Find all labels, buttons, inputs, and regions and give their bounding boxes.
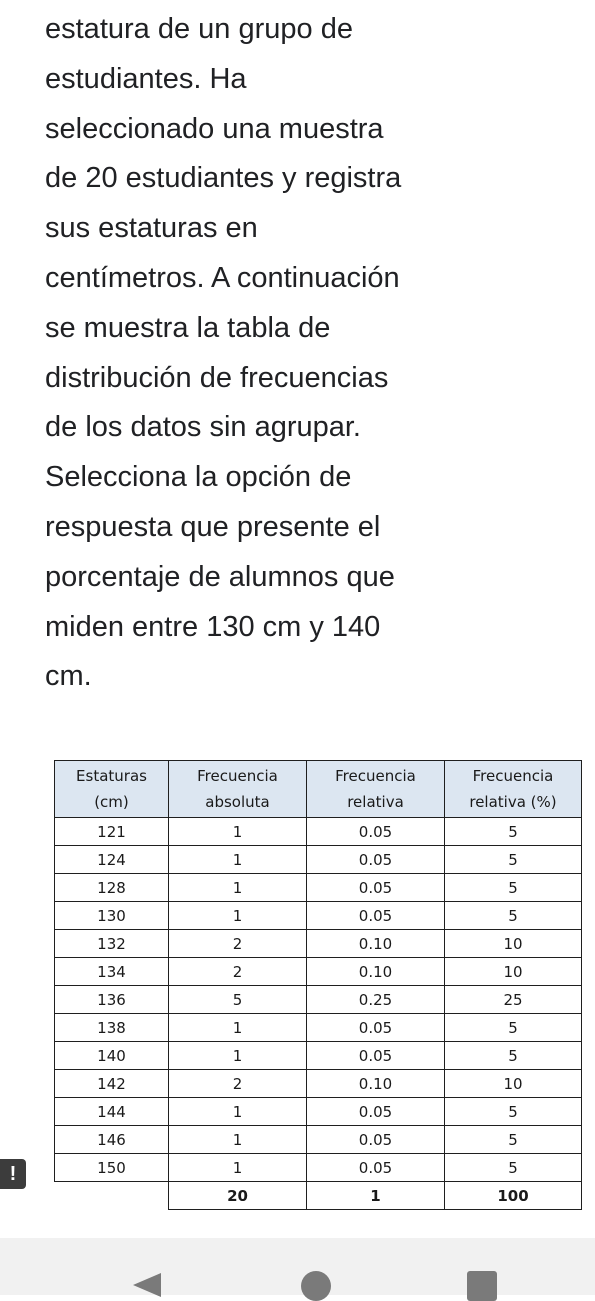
table-row [55, 958, 582, 986]
cell-abs: 2 [169, 958, 307, 986]
cell-rel: 0.05 [307, 1042, 445, 1070]
table-row [55, 818, 582, 846]
cell-pct: 25 [445, 986, 582, 1014]
cell-abs: 1 [169, 902, 307, 930]
table-row [55, 986, 582, 1014]
recents-icon[interactable] [467, 1271, 497, 1301]
cell-pct: 5 [445, 1042, 582, 1070]
table-row [55, 1098, 582, 1126]
cell-rel: 0.10 [307, 930, 445, 958]
question-line: porcentaje de alumnos que [45, 560, 395, 593]
cell-abs: 1 [169, 874, 307, 902]
cell-pct: 5 [445, 1014, 582, 1042]
question-line: estudiantes. Ha [45, 62, 247, 95]
frequency-table [54, 760, 582, 1210]
exclamation-icon[interactable]: ! [0, 1159, 26, 1189]
table-row [55, 902, 582, 930]
question-line: miden entre 130 cm y 140 [45, 610, 381, 643]
back-icon[interactable] [133, 1273, 161, 1297]
cell-pct: 5 [445, 818, 582, 846]
cell-pct: 10 [445, 958, 582, 986]
table-row [55, 1070, 582, 1098]
total-abs: 20 [169, 1182, 307, 1210]
cell-rel: 0.05 [307, 1014, 445, 1042]
cell-estatura: 140 [55, 1042, 169, 1070]
cell-pct: 10 [445, 1070, 582, 1098]
cell-abs: 1 [169, 818, 307, 846]
home-icon[interactable] [301, 1271, 331, 1301]
header-estaturas: Estaturas (cm) [55, 761, 169, 818]
cell-abs: 1 [169, 1098, 307, 1126]
cell-pct: 5 [445, 846, 582, 874]
table-total-row [55, 1182, 582, 1210]
cell-estatura: 150 [55, 1154, 169, 1182]
question-line: seleccionado una muestra [45, 112, 384, 145]
cell-estatura: 146 [55, 1126, 169, 1154]
cell-rel: 0.05 [307, 1098, 445, 1126]
cell-rel: 0.10 [307, 958, 445, 986]
cell-pct: 5 [445, 1098, 582, 1126]
table-row [55, 1014, 582, 1042]
total-pct: 100 [445, 1182, 582, 1210]
cell-pct: 5 [445, 1126, 582, 1154]
question-line: cm. [45, 660, 92, 693]
cell-estatura: 134 [55, 958, 169, 986]
question-line: sus estaturas en [45, 212, 258, 245]
table-row [55, 874, 582, 902]
cell-abs: 1 [169, 846, 307, 874]
cell-pct: 5 [445, 874, 582, 902]
cell-abs: 1 [169, 1014, 307, 1042]
cell-rel: 0.25 [307, 986, 445, 1014]
table-row [55, 1154, 582, 1182]
question-line: respuesta que presente el [45, 510, 381, 543]
table-header-row [55, 761, 582, 818]
question-line: Selecciona la opción de [45, 461, 352, 494]
cell-abs: 5 [169, 986, 307, 1014]
system-navigation-bar [0, 1238, 595, 1295]
header-frecuencia-absoluta: Frecuencia absoluta [169, 761, 307, 818]
cell-estatura: 138 [55, 1014, 169, 1042]
cell-abs: 1 [169, 1042, 307, 1070]
table-row [55, 1042, 582, 1070]
cell-estatura: 142 [55, 1070, 169, 1098]
cell-estatura: 144 [55, 1098, 169, 1126]
cell-estatura: 130 [55, 902, 169, 930]
cell-rel: 0.05 [307, 818, 445, 846]
cell-abs: 2 [169, 1070, 307, 1098]
cell-rel: 0.05 [307, 874, 445, 902]
question-line: se muestra la tabla de [45, 311, 331, 344]
cell-pct: 10 [445, 930, 582, 958]
cell-pct: 5 [445, 902, 582, 930]
cell-abs: 2 [169, 930, 307, 958]
question-line: de los datos sin agrupar. [45, 411, 361, 444]
table-row [55, 846, 582, 874]
cell-abs: 1 [169, 1126, 307, 1154]
question-line: de 20 estudiantes y registra [45, 162, 402, 195]
frequency-table-image [54, 760, 582, 1210]
cell-estatura: 132 [55, 930, 169, 958]
cell-rel: 0.05 [307, 1126, 445, 1154]
cell-rel: 0.05 [307, 902, 445, 930]
question-line: centímetros. A continuación [45, 261, 400, 294]
cell-rel: 0.10 [307, 1070, 445, 1098]
total-rel: 1 [307, 1182, 445, 1210]
cell-estatura: 124 [55, 846, 169, 874]
question-line: estatura de un grupo de [45, 13, 353, 45]
cell-rel: 0.05 [307, 846, 445, 874]
cell-pct: 5 [445, 1154, 582, 1182]
header-frecuencia-relativa-pct: Frecuencia relativa (%) [445, 761, 582, 818]
table-row [55, 1126, 582, 1154]
cell-rel: 0.05 [307, 1154, 445, 1182]
cell-abs: 1 [169, 1154, 307, 1182]
question-text [45, 5, 565, 702]
total-empty-cell [55, 1182, 169, 1210]
table-row [55, 930, 582, 958]
cell-estatura: 128 [55, 874, 169, 902]
cell-estatura: 136 [55, 986, 169, 1014]
cell-estatura: 121 [55, 818, 169, 846]
question-line: distribución de frecuencias [45, 361, 389, 394]
header-frecuencia-relativa: Frecuencia relativa [307, 761, 445, 818]
